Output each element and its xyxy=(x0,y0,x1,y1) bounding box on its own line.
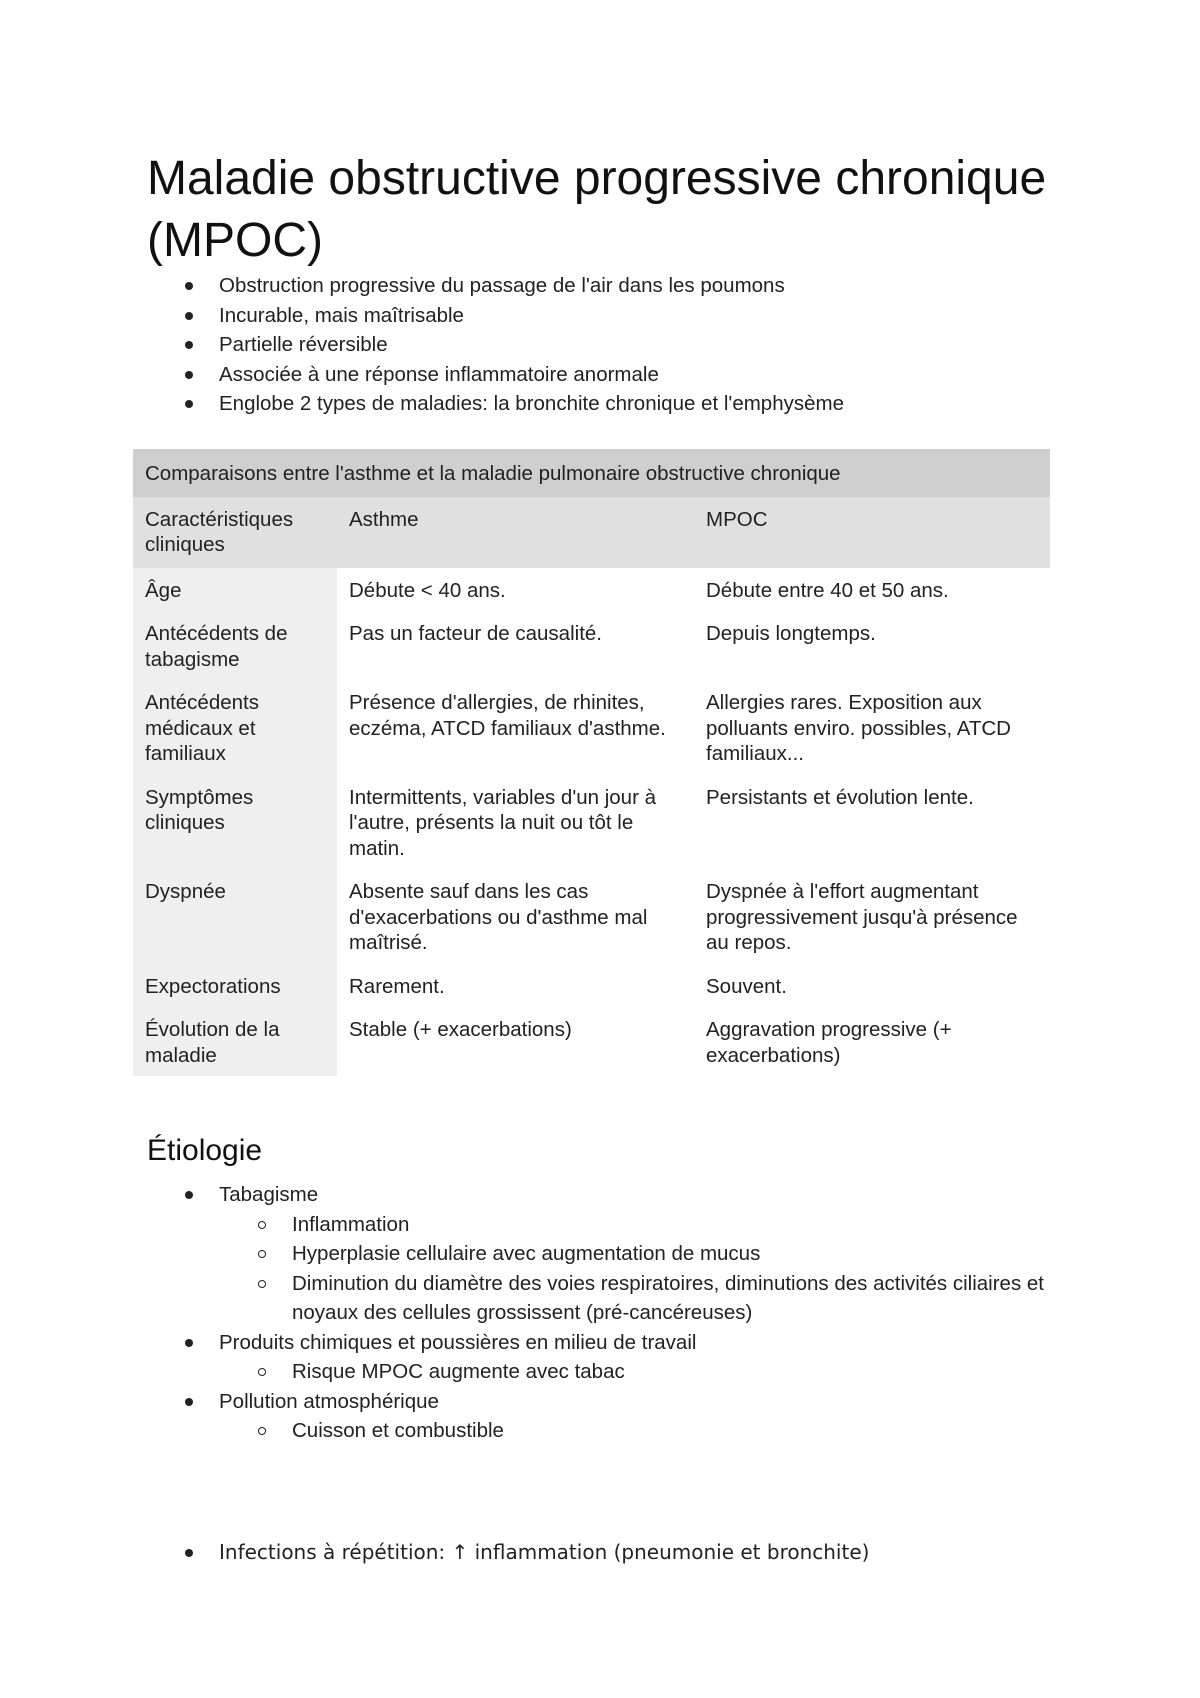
table-cell: Pas un facteur de causalité. xyxy=(349,622,602,645)
sub-list-item: Hyperplasie cellulaire avec augmentation de mucus xyxy=(0,1239,1100,1269)
table-cell: Présence d'allergies, de rhinites, eczéma, ATCD familiaux d'asthme. xyxy=(349,691,666,740)
page-title: Maladie obstructive progressive chronique (MPOC) xyxy=(147,152,1047,267)
row-header-cell: Antécédents de tabagisme xyxy=(133,611,337,680)
table-cell: Débute entre 40 et 50 ans. xyxy=(706,578,949,602)
sub-list-item: Inflammation xyxy=(0,1210,1100,1240)
row-header-cell: Dyspnée xyxy=(133,869,337,964)
list-item: Associée à une réponse inflammatoire anormale xyxy=(0,360,1100,390)
list-item: Partielle réversible xyxy=(0,330,1100,360)
row-header-cell: Antécédents médicaux et familiaux xyxy=(133,680,337,775)
sub-list-item: Cuisson et combustible xyxy=(0,1416,1100,1446)
row-header-cell: Évolution de la maladie xyxy=(133,1007,337,1076)
list-item: Incurable, mais maîtrisable xyxy=(0,301,1100,331)
table-cell: Débute < 40 ans. xyxy=(349,578,506,602)
column-header: Asthme xyxy=(337,497,694,568)
table-row xyxy=(133,568,1050,612)
etiologie-late-bullet-list xyxy=(0,1538,1100,1568)
column-header: Caractéristiques cliniques xyxy=(133,497,337,568)
list-item: Pollution atmosphérique xyxy=(0,1387,1100,1417)
table-cell: Depuis longtemps. xyxy=(706,622,876,645)
table-cell: Absente sauf dans les cas d'exacerbations ou d'asthme mal maîtrisé. xyxy=(349,880,648,954)
table-cell: Souvent. xyxy=(706,974,787,998)
table-row xyxy=(133,611,1050,680)
table-caption-row xyxy=(133,449,1050,497)
table-cell: Rarement. xyxy=(349,974,445,998)
row-header-cell: Âge xyxy=(133,568,337,612)
table-cell: Aggravation progressive (+ exacerbations) xyxy=(706,1018,952,1067)
table-header-row xyxy=(133,497,1050,568)
list-item: Produits chimiques et poussières en milieu de travail xyxy=(0,1328,1100,1358)
table-row xyxy=(133,869,1050,964)
table-row xyxy=(133,1007,1050,1076)
section-heading-etiologie: Étiologie xyxy=(147,1134,263,1167)
sub-list-item: Diminution du diamètre des voies respiratoires, diminutions des activités ciliaires et noyaux des cellules grossissent (pré-cancéreuses) xyxy=(0,1269,1100,1328)
list-item: Infections à répétition: ↑ inflammation (pneumonie et bronchite) xyxy=(0,1538,1100,1568)
comparison-table xyxy=(133,449,1050,1076)
table-cell: Dyspnée à l'effort augmentant progressivement jusqu'à présence au repos. xyxy=(706,880,1018,954)
table-cell: Stable (+ exacerbations) xyxy=(349,1018,572,1041)
table-cell: Allergies rares. Exposition aux polluants enviro. possibles, ATCD familiaux... xyxy=(706,691,1011,765)
table-row xyxy=(133,680,1050,775)
row-header-cell: Expectorations xyxy=(133,964,337,1008)
table-cell: Intermittents, variables d'un jour à l'autre, présents la nuit ou tôt le matin. xyxy=(349,785,657,860)
etiologie-bullet-list xyxy=(0,1180,1100,1446)
sub-list-item: Risque MPOC augmente avec tabac xyxy=(0,1357,1100,1387)
table-row xyxy=(133,964,1050,1008)
table-row xyxy=(133,775,1050,870)
list-item: Tabagisme xyxy=(0,1180,1100,1210)
column-header: MPOC xyxy=(694,497,1050,568)
list-item: Englobe 2 types de maladies: la bronchite chronique et l'emphysème xyxy=(0,389,1100,419)
table-cell: Persistants et évolution lente. xyxy=(706,785,974,809)
table-caption: Comparaisons entre l'asthme et la maladie pulmonaire obstructive chronique xyxy=(133,449,1050,497)
row-header-cell: Symptômes cliniques xyxy=(133,775,337,870)
list-item: Obstruction progressive du passage de l'air dans les poumons xyxy=(0,271,1100,301)
intro-bullet-list xyxy=(0,271,1100,419)
